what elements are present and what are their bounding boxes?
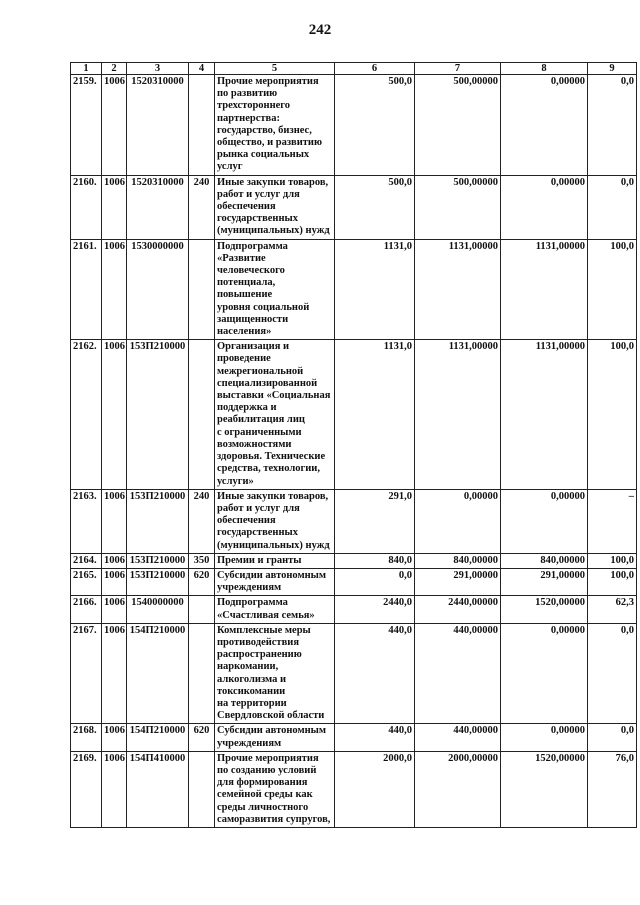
item-name-line: возможностями: [217, 438, 292, 450]
item-name-line: специализированной: [217, 377, 318, 389]
execution-percent-cell: 0,0: [588, 175, 637, 239]
section-code-cell: 1006: [102, 239, 127, 340]
target-code-cell: 1520310000: [127, 175, 189, 239]
row-number-cell: 2167.: [71, 623, 102, 724]
planned-amount-cell: 0,0: [335, 568, 415, 595]
item-name-line: трехстороннего: [217, 100, 291, 112]
execution-percent-cell: –: [588, 489, 637, 553]
item-name-line: по развитию: [217, 88, 278, 100]
item-name-line: услуг: [217, 161, 243, 173]
item-name-line: выставки «Социальная: [217, 390, 331, 402]
executed-amount-cell: 1131,00000: [501, 340, 588, 489]
target-code-cell: 154П210000: [127, 623, 189, 724]
expense-type-cell: [189, 751, 215, 827]
target-code-cell: 153П210000: [127, 340, 189, 489]
table-body: [71, 75, 637, 828]
item-name-cell: [215, 553, 335, 568]
row-number-cell: 2165.: [71, 568, 102, 595]
item-name-line: Организация и: [217, 341, 290, 353]
section-code-cell: 1006: [102, 596, 127, 623]
refined-amount-cell: 440,00000: [415, 724, 501, 751]
item-name-line: по созданию условий: [217, 764, 317, 776]
planned-amount-cell: 1131,0: [335, 340, 415, 489]
item-name-cell: [215, 623, 335, 724]
item-name-line: государство, бизнес,: [217, 124, 312, 136]
row-number-cell: 2164.: [71, 553, 102, 568]
section-code-cell: 1006: [102, 75, 127, 176]
execution-percent-cell: 62,3: [588, 596, 637, 623]
table-row: [71, 724, 637, 751]
item-name-cell: [215, 75, 335, 176]
planned-amount-cell: 2440,0: [335, 596, 415, 623]
executed-amount-cell: 0,00000: [501, 724, 588, 751]
item-name-line: Комплексные меры: [217, 624, 311, 636]
item-name-line: «Развитие: [217, 252, 266, 264]
row-number-cell: 2161.: [71, 239, 102, 340]
refined-amount-cell: 2000,00000: [415, 751, 501, 827]
execution-percent-cell: 0,0: [588, 623, 637, 724]
item-name-line: противодействия: [217, 636, 299, 648]
item-name-line: распространению: [217, 649, 302, 661]
budget-table: [70, 62, 637, 828]
executed-amount-cell: 1131,00000: [501, 239, 588, 340]
executed-amount-cell: 0,00000: [501, 175, 588, 239]
execution-percent-cell: 100,0: [588, 239, 637, 340]
table-row: [71, 596, 637, 623]
section-code-cell: 1006: [102, 340, 127, 489]
planned-amount-cell: 440,0: [335, 724, 415, 751]
column-header: 8: [501, 63, 588, 75]
item-name-line: Субсидии автономным: [217, 569, 327, 581]
target-code-cell: 153П210000: [127, 553, 189, 568]
item-name-line: «Счастливая семья»: [217, 609, 315, 621]
item-name-line: потенциала, повышение: [217, 277, 276, 301]
item-name-line: проведение: [217, 353, 271, 365]
column-header: 3: [127, 63, 189, 75]
item-name-line: партнерства:: [217, 112, 280, 124]
executed-amount-cell: 840,00000: [501, 553, 588, 568]
page-number: 242: [308, 22, 332, 38]
refined-amount-cell: 1131,00000: [415, 340, 501, 489]
item-name-line: саморазвития супругов,: [217, 813, 331, 825]
item-name-cell: [215, 724, 335, 751]
item-name-line: защищенности: [217, 313, 289, 325]
table-row: [71, 175, 637, 239]
execution-percent-cell: 0,0: [588, 724, 637, 751]
item-name-line: алкоголизма и: [217, 673, 287, 685]
item-name-line: учреждениям: [217, 737, 282, 749]
item-name-line: учреждениям: [217, 582, 282, 594]
section-code-cell: 1006: [102, 489, 127, 553]
item-name-line: уровня социальной: [217, 301, 310, 313]
expense-type-cell: 240: [189, 489, 215, 553]
target-code-cell: 154П210000: [127, 724, 189, 751]
item-name-line: Свердловской области: [217, 710, 325, 722]
table-row: [71, 489, 637, 553]
target-code-cell: 153П210000: [127, 568, 189, 595]
column-header: 9: [588, 63, 637, 75]
expense-type-cell: 620: [189, 724, 215, 751]
item-name-line: (муниципальных) нужд: [217, 539, 330, 551]
execution-percent-cell: 100,0: [588, 340, 637, 489]
planned-amount-cell: 500,0: [335, 75, 415, 176]
expense-type-cell: 620: [189, 568, 215, 595]
item-name-line: среды личностного: [217, 801, 309, 813]
target-code-cell: 154П410000: [127, 751, 189, 827]
table-row: [71, 75, 637, 176]
planned-amount-cell: 2000,0: [335, 751, 415, 827]
row-number-cell: 2168.: [71, 724, 102, 751]
target-code-cell: 1530000000: [127, 239, 189, 340]
target-code-cell: 153П210000: [127, 489, 189, 553]
item-name-cell: [215, 239, 335, 340]
execution-percent-cell: 0,0: [588, 75, 637, 176]
planned-amount-cell: 840,0: [335, 553, 415, 568]
table-row: [71, 553, 637, 568]
refined-amount-cell: 0,00000: [415, 489, 501, 553]
column-header: 4: [189, 63, 215, 75]
item-name-line: обеспечения: [217, 515, 276, 527]
item-name-line: человеческого: [217, 265, 285, 277]
refined-amount-cell: 440,00000: [415, 623, 501, 724]
target-code-cell: 1540000000: [127, 596, 189, 623]
planned-amount-cell: 440,0: [335, 623, 415, 724]
refined-amount-cell: 1131,00000: [415, 239, 501, 340]
item-name-cell: [215, 751, 335, 827]
executed-amount-cell: 291,00000: [501, 568, 588, 595]
item-name-line: (муниципальных) нужд: [217, 225, 330, 237]
column-header: 6: [335, 63, 415, 75]
section-code-cell: 1006: [102, 623, 127, 724]
executed-amount-cell: 0,00000: [501, 623, 588, 724]
item-name-line: обеспечения: [217, 201, 276, 213]
item-name-line: семейной среды как: [217, 789, 313, 801]
item-name-line: с ограниченными: [217, 426, 302, 438]
expense-type-cell: [189, 596, 215, 623]
item-name-line: здоровья. Технические: [217, 451, 326, 463]
row-number-cell: 2162.: [71, 340, 102, 489]
item-name-cell: [215, 596, 335, 623]
planned-amount-cell: 291,0: [335, 489, 415, 553]
item-name-line: Прочие мероприятия: [217, 752, 319, 764]
item-name-line: рынка социальных: [217, 149, 310, 161]
column-header: 7: [415, 63, 501, 75]
refined-amount-cell: 500,00000: [415, 75, 501, 176]
item-name-line: для формирования: [217, 777, 308, 789]
item-name-line: Премии и гранты: [217, 554, 302, 566]
item-name-cell: [215, 340, 335, 489]
planned-amount-cell: 1131,0: [335, 239, 415, 340]
section-code-cell: 1006: [102, 175, 127, 239]
item-name-line: государственных: [217, 213, 298, 225]
refined-amount-cell: 500,00000: [415, 175, 501, 239]
item-name-line: услуги»: [217, 475, 254, 487]
item-name-line: токсикомании: [217, 685, 286, 697]
item-name-line: общество, и развитию: [217, 137, 323, 149]
item-name-cell: [215, 175, 335, 239]
section-code-cell: 1006: [102, 568, 127, 595]
execution-percent-cell: 100,0: [588, 568, 637, 595]
item-name-line: Подпрограмма: [217, 240, 288, 252]
item-name-line: Подпрограмма: [217, 597, 288, 609]
item-name-line: работ и услуг для: [217, 502, 300, 514]
item-name-line: Иные закупки товаров,: [217, 176, 329, 188]
planned-amount-cell: 500,0: [335, 175, 415, 239]
executed-amount-cell: 0,00000: [501, 489, 588, 553]
table-header-row: [71, 63, 637, 75]
execution-percent-cell: 100,0: [588, 553, 637, 568]
section-code-cell: 1006: [102, 724, 127, 751]
row-number-cell: 2163.: [71, 489, 102, 553]
item-name-line: межрегиональной: [217, 365, 304, 377]
expense-type-cell: [189, 340, 215, 489]
item-name-line: населения»: [217, 326, 272, 338]
expense-type-cell: 240: [189, 175, 215, 239]
row-number-cell: 2169.: [71, 751, 102, 827]
table-row: [71, 623, 637, 724]
refined-amount-cell: 2440,00000: [415, 596, 501, 623]
execution-percent-cell: 76,0: [588, 751, 637, 827]
item-name-line: Иные закупки товаров,: [217, 490, 329, 502]
section-code-cell: 1006: [102, 553, 127, 568]
table-row: [71, 239, 637, 340]
expense-type-cell: 350: [189, 553, 215, 568]
row-number-cell: 2160.: [71, 175, 102, 239]
executed-amount-cell: 1520,00000: [501, 751, 588, 827]
item-name-line: поддержка и: [217, 402, 277, 414]
item-name-line: на территории: [217, 697, 287, 709]
table-row: [71, 568, 637, 595]
item-name-line: Прочие мероприятия: [217, 76, 319, 87]
section-code-cell: 1006: [102, 751, 127, 827]
executed-amount-cell: 1520,00000: [501, 596, 588, 623]
item-name-line: работ и услуг для: [217, 188, 300, 200]
column-header: 2: [102, 63, 127, 75]
table-row: [71, 751, 637, 827]
column-header: 1: [71, 63, 102, 75]
item-name-line: наркомании,: [217, 661, 279, 673]
item-name-line: Субсидии автономным: [217, 725, 327, 737]
row-number-cell: 2159.: [71, 75, 102, 176]
column-header: 5: [215, 63, 335, 75]
expense-type-cell: [189, 75, 215, 176]
refined-amount-cell: 291,00000: [415, 568, 501, 595]
row-number-cell: 2166.: [71, 596, 102, 623]
item-name-cell: [215, 489, 335, 553]
expense-type-cell: [189, 239, 215, 340]
target-code-cell: 1520310000: [127, 75, 189, 176]
item-name-line: средства, технологии,: [217, 463, 320, 475]
executed-amount-cell: 0,00000: [501, 75, 588, 176]
table-row: [71, 340, 637, 489]
refined-amount-cell: 840,00000: [415, 553, 501, 568]
item-name-line: государственных: [217, 527, 298, 539]
expense-type-cell: [189, 623, 215, 724]
item-name-cell: [215, 568, 335, 595]
item-name-line: реабилитация лиц: [217, 414, 305, 426]
